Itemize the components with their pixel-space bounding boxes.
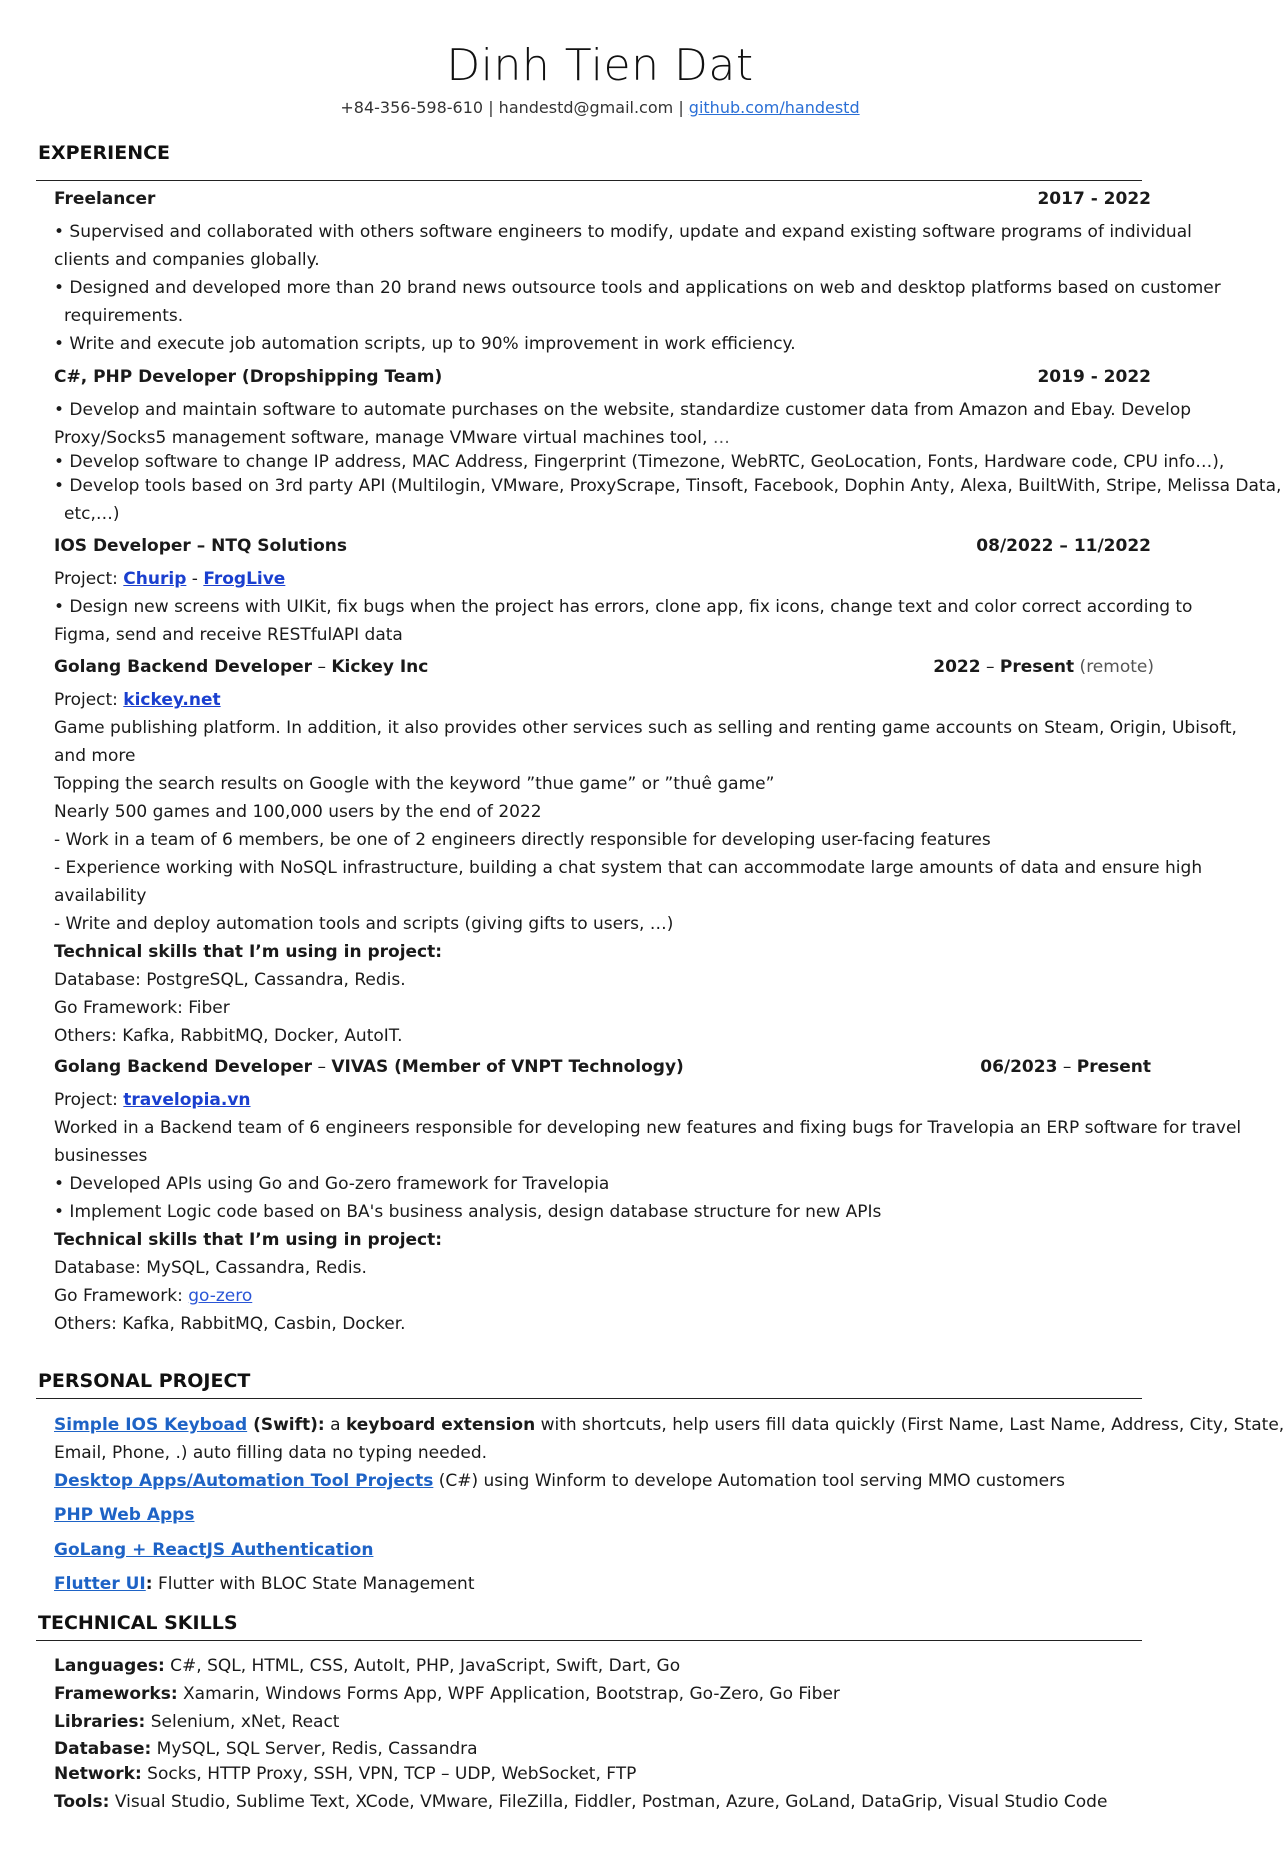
- bullet-cont: [54, 427, 1154, 449]
- bullet-cont: requirements.: [64, 306, 184, 326]
- skill-label: Languages:: [54, 1656, 165, 1676]
- project-item: [54, 1504, 1154, 1526]
- company: Kickey Inc: [331, 657, 429, 677]
- colon: :: [145, 1574, 153, 1594]
- desc-line: availability: [54, 886, 147, 906]
- skill-label: Network:: [54, 1764, 142, 1784]
- phone: +84-356-598-610: [340, 98, 484, 117]
- desc-line: businesses: [54, 1146, 148, 1166]
- bullet: • Develop tools based on 3rd party API (Multilogin, VMware, ProxyScrape, Tinsoft, Facebook, Dophin Anty, Alexa, BuiltWith, Stripe, Melissa Data,: [54, 476, 1282, 496]
- project-item: [54, 1539, 1154, 1561]
- project-link-froglive[interactable]: FrogLive: [203, 569, 286, 589]
- separator: |: [488, 98, 494, 117]
- github-link[interactable]: github.com/handestd: [688, 98, 860, 117]
- desc-line: Worked in a Backend team of 6 engineers responsible for developing new features and fixing bugs for Travelopia an ERP software for travel: [54, 1118, 1242, 1138]
- job-title-csharp: C#, PHP Developer (Dropshipping Team): [54, 367, 443, 387]
- text: a: [324, 1415, 346, 1435]
- skill-value: C#, SQL, HTML, CSS, AutoIt, PHP, JavaScript, Swift, Dart, Go: [164, 1656, 681, 1676]
- bullet: • Develop software to change IP address, MAC Address, Fingerprint (Timezone, WebRTC, GeoLocation, Fonts, Hardware code, CPU info…),: [54, 452, 1225, 472]
- date-end: Present: [999, 657, 1075, 677]
- job-date-freelancer: 2017 - 2022: [1037, 189, 1151, 209]
- project-link-churip[interactable]: Churip: [123, 569, 187, 589]
- skill-line: Database: MySQL, Cassandra, Redis.: [54, 1258, 367, 1278]
- desc-line: • Developed APIs using Go and Go-zero framework for Travelopia: [54, 1174, 610, 1194]
- project-label: Project:: [54, 1090, 124, 1110]
- text: with shortcuts, help users fill data quickly (First Name, Last Name, Address, City, State,: [535, 1415, 1284, 1435]
- contact-line: [0, 98, 1200, 117]
- project-link-flutter-ui[interactable]: Flutter UI: [54, 1574, 146, 1594]
- bullet-cont: etc,…): [64, 504, 120, 524]
- ellipsis: …: [707, 428, 730, 448]
- project-link-golang-react-auth[interactable]: GoLang + ReactJS Authentication: [54, 1540, 374, 1560]
- section-heading-experience: EXPERIENCE: [38, 142, 171, 164]
- skill-row: [54, 1791, 1154, 1813]
- skill-label: Go Framework:: [54, 1286, 189, 1306]
- desc-line: Nearly 500 games and 100,000 users by the end of 2022: [54, 802, 542, 822]
- bullet: • Write and execute job automation scripts, up to 90% improvement in work efficiency.: [54, 334, 796, 354]
- skill-line: Database: PostgreSQL, Cassandra, Redis.: [54, 970, 406, 990]
- dash: -: [186, 569, 204, 589]
- bullet: • Design new screens with UIKit, fix bugs when the project has errors, clone app, fix icons, change text and color correct according to: [54, 597, 1193, 617]
- job-date-csharp: 2019 - 2022: [1037, 367, 1151, 387]
- skill-row: [54, 1655, 1154, 1677]
- skill-value: Selenium, xNet, React: [145, 1712, 340, 1732]
- project-label: Project:: [54, 569, 124, 589]
- section-divider: [36, 180, 1142, 181]
- bullet: • Develop and maintain software to automate purchases on the website, standardize customer data from Amazon and Ebay. Develop: [54, 400, 1192, 420]
- dash: –: [312, 657, 332, 677]
- skills-heading: Technical skills that I’m using in project:: [54, 1230, 443, 1250]
- project-line: [54, 1089, 1154, 1111]
- skill-label: Database:: [54, 1739, 152, 1759]
- project-line: [54, 689, 1154, 711]
- desc-line: Game publishing platform. In addition, it also provides other services such as selling and renting game accounts on Steam, Origin, Ubisoft,: [54, 718, 1237, 738]
- skill-line: [54, 1285, 1154, 1307]
- skill-row: [54, 1683, 1154, 1705]
- desc-line: and more: [54, 746, 136, 766]
- desc-line: - Write and deploy automation tools and scripts (giving gifts to users, …): [54, 914, 674, 934]
- project-link-ios-keyboard[interactable]: Simple IOS Keyboad: [54, 1415, 248, 1435]
- date-end: Present: [1076, 1057, 1151, 1077]
- desc-line: - Experience working with NoSQL infrastructure, building a chat system that can accommodate large amounts of data and ensure high: [54, 858, 1203, 878]
- skill-label: Tools:: [54, 1792, 110, 1812]
- email: handestd@gmail.com: [498, 98, 674, 117]
- bullet-cont: clients and companies globally.: [54, 250, 320, 270]
- job-title-freelancer: Freelancer: [54, 189, 156, 209]
- bullet-cont: Figma, send and receive RESTfulAPI data: [54, 625, 403, 645]
- skill-value: Visual Studio, Sublime Text, XCode, VMware, FileZilla, Fiddler, Postman, Azure, GoLand, DataGrip, Visual Studio Code: [109, 1792, 1108, 1812]
- dash: –: [980, 657, 1000, 677]
- job-date-ios: 08/2022 – 11/2022: [976, 536, 1151, 556]
- job-role: Golang Backend Developer: [54, 657, 313, 677]
- text: (C#) using: [433, 1471, 535, 1491]
- skill-line: Go Framework: Fiber: [54, 998, 230, 1018]
- project-item: [54, 1573, 1154, 1595]
- text-bold: keyboard extension: [345, 1415, 536, 1435]
- skill-value: Socks, HTTP Proxy, SSH, VPN, TCP – UDP, WebSocket, FTP: [141, 1764, 637, 1784]
- job-role: Golang Backend Developer: [54, 1057, 313, 1077]
- bullet: • Designed and developed more than 20 brand news outsource tools and applications on web and desktop platforms based on customer: [54, 278, 1221, 298]
- section-heading-personal-project: PERSONAL PROJECT: [38, 1370, 251, 1392]
- skill-line: Others: Kafka, RabbitMQ, Casbin, Docker.: [54, 1314, 406, 1334]
- dash: –: [1057, 1057, 1077, 1077]
- section-divider: [36, 1640, 1142, 1641]
- job-title-ios: IOS Developer – NTQ Solutions: [54, 536, 348, 556]
- project-item: [54, 1470, 1154, 1492]
- separator: |: [678, 98, 684, 117]
- project-item: [54, 1414, 1284, 1436]
- skill-label: Frameworks:: [54, 1684, 178, 1704]
- desc-line: • Implement Logic code based on BA's business analysis, design database structure for new APIs: [54, 1202, 882, 1222]
- go-zero-link[interactable]: go-zero: [188, 1286, 253, 1306]
- skill-row: [54, 1711, 1154, 1733]
- date-start: 2022: [933, 657, 981, 677]
- candidate-name: Dinh Tien Dat: [446, 40, 754, 91]
- project-lang: (Swift):: [247, 1415, 325, 1435]
- text: Winform to develope Automation tool serving MMO customers: [534, 1471, 1065, 1491]
- section-divider: [36, 1398, 1142, 1399]
- project-label: Project:: [54, 690, 124, 710]
- skill-value: Xamarin, Windows Forms App, WPF Application, Bootstrap, Go-Zero, Go Fiber: [177, 1684, 840, 1704]
- text: Flutter with BLOC State Management: [152, 1574, 475, 1594]
- project-link-kickey[interactable]: kickey.net: [123, 690, 221, 710]
- job-date-vivas: [980, 1056, 1151, 1078]
- skill-line: Others: Kafka, RabbitMQ, Docker, AutoIT.: [54, 1026, 403, 1046]
- bullet: • Supervised and collaborated with others software engineers to modify, update and expand existing software programs of individual: [54, 222, 1192, 242]
- skill-row: [54, 1738, 1154, 1760]
- job-date-kickey: [933, 656, 1154, 678]
- date-start: 06/2023: [980, 1057, 1058, 1077]
- work-mode: (remote): [1074, 657, 1154, 677]
- desc-line: Topping the search results on Google with the keyword ”thue game” or ”thuê game”: [54, 774, 775, 794]
- skill-value: MySQL, SQL Server, Redis, Cassandra: [151, 1739, 478, 1759]
- project-link-travelopia[interactable]: travelopia.vn: [123, 1090, 251, 1110]
- dash: –: [312, 1057, 332, 1077]
- project-line: [54, 568, 1154, 590]
- project-link-desktop-apps[interactable]: Desktop Apps/Automation Tool Projects: [54, 1471, 434, 1491]
- skills-heading: Technical skills that I’m using in project:: [54, 942, 443, 962]
- section-heading-technical-skills: TECHNICAL SKILLS: [38, 1612, 238, 1634]
- bullet-text: Proxy/Socks5 management software, manage VMware virtual machines tool,: [54, 428, 708, 448]
- skill-row: [54, 1763, 1154, 1785]
- desc-line: - Work in a team of 6 members, be one of 2 engineers directly responsible for developing user-facing features: [54, 830, 991, 850]
- company: VIVAS (Member of VNPT Technology): [331, 1057, 684, 1077]
- skill-label: Libraries:: [54, 1712, 146, 1732]
- project-link-php-web-apps[interactable]: PHP Web Apps: [54, 1505, 195, 1525]
- project-item-cont: Email, Phone, .) auto filling data no typing needed.: [54, 1443, 488, 1463]
